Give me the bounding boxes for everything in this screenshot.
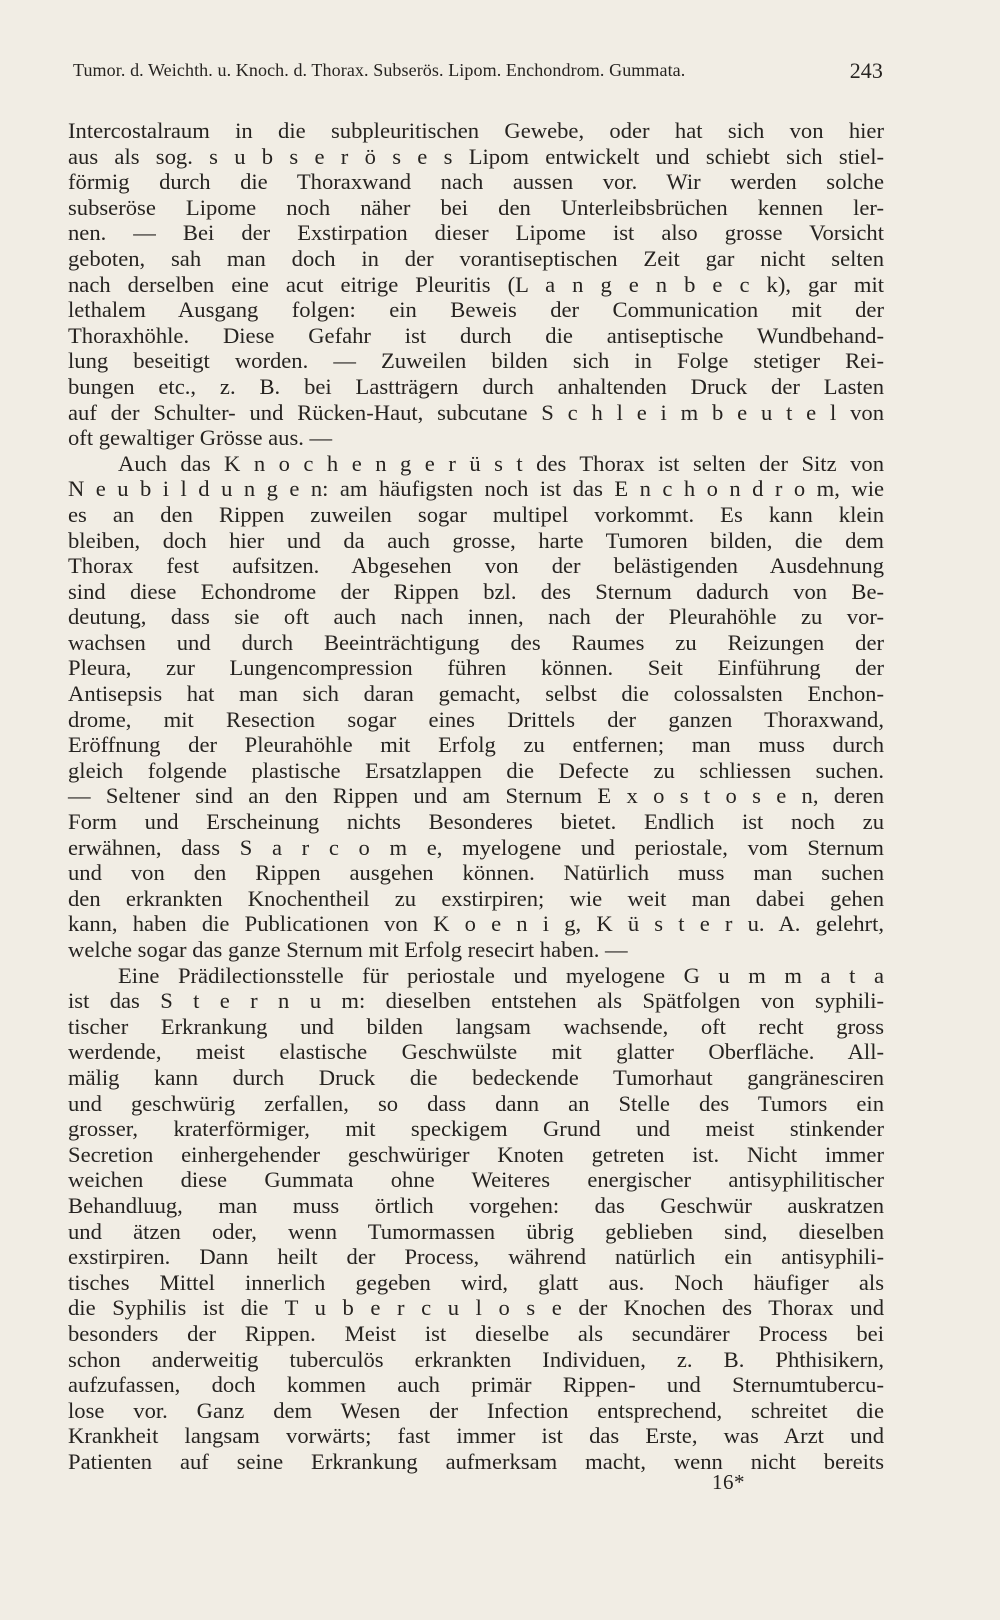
text-line: es an den Rippen zuweilen sogar multipel vorkommt. Es kann klein [68, 501, 884, 527]
text-line: Behandluug, man muss örtlich vorgehen: das Geschwür auskratzen [68, 1192, 884, 1218]
page-number: 243 [849, 58, 883, 83]
text-line: wachsen und durch Beeinträchtigung des Raumes zu Reizungen der [68, 629, 884, 655]
text-line: Eröffnung der Pleurahöhle mit Erfolg zu entfernen; man muss durch [68, 732, 884, 758]
text-line: auf der Schulter- und Rücken-Haut, subcutane S c h l e i m b e u t e l von [68, 399, 884, 425]
signature-mark: 16* [712, 1470, 745, 1494]
text-line: gleich folgende plastische Ersatzlappen die Defecte zu schliessen suchen. [68, 757, 884, 783]
text-line: den erkrankten Knochentheil zu exstirpiren; wie weit man dabei gehen [68, 885, 884, 911]
text-line: Form und Erscheinung nichts Besonderes bietet. Endlich ist noch zu [68, 809, 884, 835]
text-line: schon anderweitig tuberculös erkrankten Individuen, z. B. Phthisikern, [68, 1346, 884, 1372]
text-line: Auch das K n o c h e n g e r ü s t des Thorax ist selten der Sitz von [118, 450, 884, 476]
text-line: subseröse Lipome noch näher bei den Unterleibsbrüchen kennen ler- [68, 194, 884, 220]
text-line: Thoraxhöhle. Diese Gefahr ist durch die antiseptische Wundbehand- [68, 322, 884, 348]
text-line: ist das S t e r n u m: dieselben entstehen als Spätfolgen von syphili- [68, 988, 884, 1014]
text-line: kann, haben die Publicationen von K o e n i g, K ü s t e r u. A. gelehrt, [68, 911, 884, 937]
text-line: Patienten auf seine Erkrankung aufmerksam macht, wenn nicht bereits [68, 1448, 884, 1474]
text-line: lethalem Ausgang folgen: ein Beweis der Communication mit der [68, 297, 884, 323]
text-line: Thorax fest aufsitzen. Abgesehen von der belästigenden Ausdehnung [68, 553, 884, 579]
text-line: exstirpiren. Dann heilt der Process, während natürlich ein antisyphili- [68, 1244, 884, 1270]
text-line: die Syphilis ist die T u b e r c u l o s e der Knochen des Thorax und [68, 1295, 884, 1321]
text-line: lung beseitigt worden. — Zuweilen bilden sich in Folge stetiger Rei- [68, 348, 884, 374]
text-line: besonders der Rippen. Meist ist dieselbe als secundärer Process bei [68, 1320, 884, 1346]
text-line: und ätzen oder, wenn Tumormassen übrig geblieben sind, dieselben [68, 1218, 884, 1244]
text-line: bleiben, doch hier und da auch grosse, harte Tumoren bilden, die dem [68, 527, 884, 553]
text-line: Pleura, zur Lungencompression führen können. Seit Einführung der [68, 655, 884, 681]
text-line: Eine Prädilectionsstelle für periostale und myelogene G u m m a t a [118, 962, 884, 988]
running-head-title: Tumor. d. Weichth. u. Knoch. d. Thorax. Subserös. Lipom. Enchondrom. Gummata. [73, 60, 686, 80]
text-line: und von den Rippen ausgehen können. Natürlich muss man suchen [68, 860, 884, 886]
text-line: nen. — Bei der Exstirpation dieser Lipome ist also grosse Vorsicht [68, 220, 884, 246]
text-line: grosser, kraterförmiger, mit speckigem Grund und meist stinkender [68, 1116, 884, 1142]
text-line: weichen diese Gummata ohne Weiteres energischer antisyphilitischer [68, 1167, 884, 1193]
text-line: deutung, dass sie oft auch nach innen, nach der Pleurahöhle zu vor- [68, 604, 884, 630]
text-line: lose vor. Ganz dem Wesen der Infection entsprechend, schreitet die [68, 1397, 884, 1423]
text-line: bungen etc., z. B. bei Lastträgern durch anhaltenden Druck der Lasten [68, 373, 884, 399]
text-line: erwähnen, dass S a r c o m e, myelogene und periostale, vom Sternum [68, 834, 884, 860]
text-line: welche sogar das ganze Sternum mit Erfolg resecirt haben. — [68, 937, 628, 962]
running-head [73, 60, 883, 86]
body-text [68, 118, 884, 1474]
text-line: aufzufassen, doch kommen auch primär Rippen- und Sternumtubercu- [68, 1372, 884, 1398]
text-line: oft gewaltiger Grösse aus. — [68, 425, 333, 451]
text-line: förmig durch die Thoraxwand nach aussen vor. Wir werden solche [68, 169, 884, 195]
text-line: drome, mit Resection sogar eines Drittels der ganzen Thoraxwand, [68, 706, 884, 732]
text-line: Antisepsis hat man sich daran gemacht, selbst die colossalsten Enchon- [68, 681, 884, 707]
text-line: Intercostalraum in die subpleuritischen Gewebe, oder hat sich von hier [68, 118, 884, 143]
text-line: — Seltener sind an den Rippen und am Sternum E x o s t o s e n, deren [68, 783, 884, 809]
text-line: Secretion einhergehender geschwüriger Knoten getreten ist. Nicht immer [68, 1141, 884, 1167]
text-line: N e u b i l d u n g e n: am häufigsten noch ist das E n c h o n d r o m, wie [68, 476, 884, 502]
text-line: Krankheit langsam vorwärts; fast immer ist das Erste, was Arzt und [68, 1423, 884, 1449]
text-line: tischer Erkrankung und bilden langsam wachsende, oft recht gross [68, 1013, 884, 1039]
text-line: und geschwürig zerfallen, so dass dann an Stelle des Tumors ein [68, 1090, 884, 1116]
text-line: werdende, meist elastische Geschwülste mit glatter Oberfläche. All- [68, 1039, 884, 1065]
text-line: geboten, sah man doch in der vorantiseptischen Zeit gar nicht selten [68, 245, 884, 271]
text-line: sind diese Echondrome der Rippen bzl. des Sternum dadurch von Be- [68, 578, 884, 604]
text-line: tisches Mittel innerlich gegeben wird, glatt aus. Noch häufiger als [68, 1269, 884, 1295]
text-line: nach derselben eine acut eitrige Pleuritis (L a n g e n b e c k), gar mit [68, 271, 884, 297]
text-line: mälig kann durch Druck die bedeckende Tumorhaut gangränesciren [68, 1064, 884, 1090]
text-line: aus als sog. s u b s e r ö s e s Lipom entwickelt und schiebt sich stiel- [68, 143, 884, 169]
